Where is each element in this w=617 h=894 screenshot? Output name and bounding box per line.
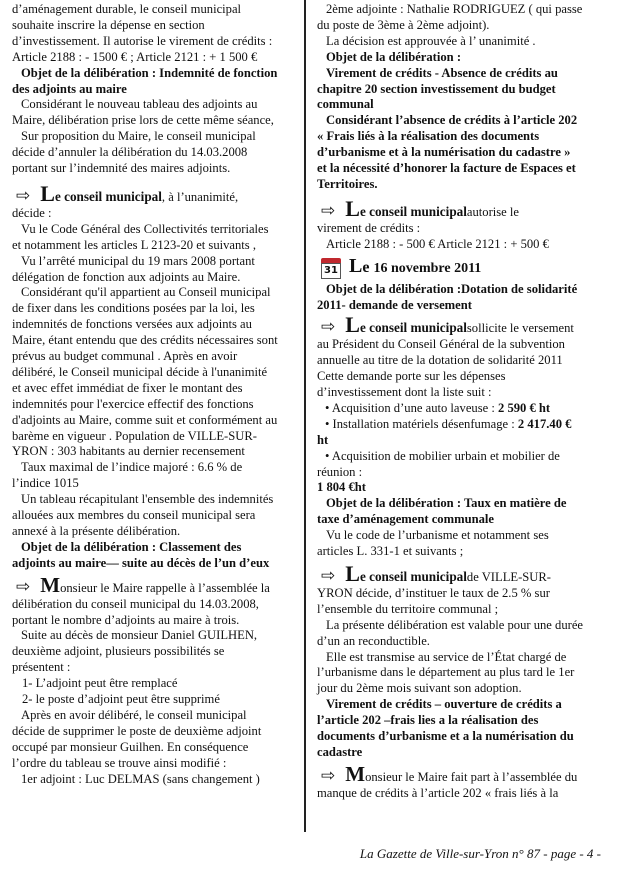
text-line: , à l’unanimité, bbox=[161, 189, 239, 204]
mayor-statement bbox=[317, 761, 602, 786]
list-item: • Acquisition de mobilier urbain et mobilier de bbox=[325, 448, 560, 463]
page-footer: La Gazette de Ville-sur-Yron n° 87 - page - 4 - bbox=[359, 846, 601, 861]
text-line: Vu le code de l’urbanisme et notamment ses bbox=[326, 528, 549, 543]
arrow-right-icon: ⇨ bbox=[321, 566, 336, 586]
section-heading: Objet de la délibération :Dotation de solidarité bbox=[326, 281, 578, 296]
text-line: onsieur le Maire fait part à l’assemblée du bbox=[365, 769, 578, 784]
text-line: d’investissement dont la liste suit : bbox=[317, 385, 492, 400]
arrow-right-icon: ⇨ bbox=[321, 200, 336, 221]
list-item: 1- L’adjoint peut être remplacé bbox=[22, 676, 178, 691]
text-line: Maire, délibération prise lors de cette même séance, bbox=[12, 113, 274, 128]
meeting-date: Le 16 novembre 2011 bbox=[349, 254, 482, 277]
text-line: YRON décide, d’instituer le taux de 2.5 % sur bbox=[317, 585, 550, 600]
text-line: Sur proposition du Maire, le conseil municipal bbox=[21, 129, 256, 144]
text-line: présentent : bbox=[12, 660, 71, 675]
list-item: • Acquisition d’une auto laveuse : 2 590 € ht bbox=[325, 400, 551, 415]
section-heading: Considérant l’absence de crédits à l’article 202 bbox=[326, 113, 578, 128]
text-line: l’ensemble du territoire communal ; bbox=[317, 601, 499, 616]
mayor-statement bbox=[12, 572, 292, 597]
council-statement bbox=[317, 312, 602, 338]
text-line: d’investissement. Il autorise le virement de crédits : bbox=[12, 33, 273, 48]
section-heading: des adjoints au maire bbox=[12, 81, 127, 96]
text-line: Considérant le nouveau tableau des adjoints au bbox=[21, 97, 258, 112]
text-line: du poste de 3ème à 2ème adjoint). bbox=[317, 17, 490, 32]
list-item-cont: ht bbox=[317, 432, 329, 447]
list-item-cont: réunion : bbox=[317, 464, 363, 479]
text-line: indemnités de fonctions versées aux adjoints au bbox=[12, 317, 252, 332]
left-column bbox=[12, 2, 292, 788]
council-label: e conseil municipal bbox=[54, 188, 162, 204]
calendar-icon: 31 bbox=[321, 258, 341, 278]
text-line: l’indice 1015 bbox=[12, 476, 79, 491]
council-statement bbox=[12, 180, 292, 206]
text-line: Vu l’arrêté municipal du 19 mars 2008 portant bbox=[21, 253, 255, 268]
text-line: Suite au décès de monsieur Daniel GUILHEN, bbox=[21, 628, 258, 643]
section-heading: Objet de la délibération : Indemnité de fonction bbox=[21, 65, 278, 80]
council-label: e conseil municipal bbox=[359, 320, 467, 336]
drop-letter: M bbox=[345, 761, 366, 786]
text-line: d'adjoints au Maire, comme suit et conformément au bbox=[12, 412, 278, 427]
text-line: d’un an reconductible. bbox=[317, 633, 430, 648]
section-heading: taxe d’aménagement communale bbox=[317, 512, 494, 527]
drop-letter: L bbox=[345, 561, 360, 586]
list-item: • Installation matériels désenfumage : 2 417.40 € bbox=[325, 416, 572, 431]
drop-letter: M bbox=[40, 572, 61, 597]
section-heading: communal bbox=[317, 97, 374, 112]
column-divider bbox=[304, 0, 306, 832]
council-statement bbox=[317, 195, 602, 221]
text-line: portant le nombre d’adjoints au maire à trois. bbox=[12, 612, 240, 627]
arrow-right-icon: ⇨ bbox=[321, 765, 336, 786]
text-line: délibération du conseil municipal du 14.03.2008, bbox=[12, 596, 259, 611]
text-line: Considérant qu'il appartient au Conseil municipal bbox=[21, 285, 271, 300]
text-line: Taux maximal de l’indice majoré : 6.6 % de bbox=[21, 460, 243, 475]
arrow-right-icon: ⇨ bbox=[16, 185, 31, 206]
text-line: de fixer dans les conditions posées par la loi, les bbox=[12, 301, 255, 316]
section-heading: adjoints au maire— suite au décès de l’un d’eux bbox=[12, 555, 270, 570]
section-heading: « Frais liés à la réalisation des documents bbox=[317, 129, 540, 144]
section-heading: cadastre bbox=[317, 744, 363, 759]
text-line: souhaite inscrire la dépense en section bbox=[12, 17, 205, 32]
text-line: allouées aux membres du conseil municipal sera bbox=[12, 508, 256, 523]
text-line: et avec effet immédiat de fixer le montant des bbox=[12, 380, 243, 395]
text-line: virement de crédits : bbox=[317, 220, 421, 235]
text-line: Un tableau récapitulant l'ensemble des indemnités bbox=[21, 492, 274, 507]
text-line: La décision est approuvée à l’ unanimité . bbox=[326, 33, 536, 48]
list-item-amount: 1 804 €ht bbox=[317, 480, 366, 495]
text-line: Cette demande porte sur les dépenses bbox=[317, 369, 506, 384]
text-line: d’aménagement durable, le conseil municipal bbox=[12, 2, 242, 16]
text-line: YRON : 303 habitants au dernier recensement bbox=[12, 444, 245, 459]
section-heading: Virement de crédits – ouverture de crédits a bbox=[326, 697, 562, 712]
list-item: 2- le poste d’adjoint peut être supprimé bbox=[22, 692, 220, 707]
text-line: Article 2188 : - 1500 € ; Article 2121 : + 1 500 € bbox=[12, 49, 258, 64]
text-line: annuelle au titre de la dotation de solidarité 2011 bbox=[317, 353, 563, 368]
text-line: indemnités pour l'exercice effectif des fonctions bbox=[12, 396, 254, 411]
text-line: sollicite le versement bbox=[466, 321, 574, 336]
text-line: articles L. 331-1 et suivants ; bbox=[317, 544, 464, 559]
text-line: annexé à la présente délibération. bbox=[12, 524, 181, 538]
drop-letter: L bbox=[345, 312, 360, 338]
text-line: délibéré, le Conseil municipal décide à l'unanimité bbox=[12, 364, 268, 379]
text-line: l’ordre du tableau se trouve ainsi modifié : bbox=[12, 755, 227, 770]
text-line: Elle est transmise au service de l’État chargé de bbox=[326, 649, 567, 664]
text-line: l’urbanisme dans le département au plus tard le 1er bbox=[317, 665, 575, 680]
council-label: e conseil municipal bbox=[359, 569, 467, 584]
section-heading: d’urbanisme et à la numérisation du cadastre » bbox=[317, 145, 571, 160]
text-line: occupé par monsieur Guilhen. En conséquence bbox=[12, 739, 249, 754]
text-line: prévus au budget communal . Après en avoir bbox=[12, 349, 238, 364]
text-line: décide : bbox=[12, 205, 52, 220]
text-line: jour du 2ème mois suivant son adoption. bbox=[317, 681, 522, 696]
text-line: onsieur le Maire rappelle à l’assemblée la bbox=[60, 580, 270, 595]
text-line: La présente délibération est valable pour une durée bbox=[326, 617, 584, 632]
section-heading: l’article 202 –frais lies a la réalisation des bbox=[317, 713, 539, 728]
arrow-right-icon: ⇨ bbox=[16, 576, 31, 597]
right-column bbox=[317, 2, 602, 802]
council-statement bbox=[317, 561, 602, 586]
text-line: barème en vigueur . Population de VILLE-SUR- bbox=[12, 428, 257, 443]
council-label: e conseil municipal bbox=[359, 203, 467, 219]
text-line: Article 2188 : - 500 € Article 2121 : + 500 € bbox=[326, 236, 549, 251]
section-heading: 2011- demande de versement bbox=[317, 297, 472, 312]
section-heading: chapitre 20 section investissement du budget bbox=[317, 81, 556, 96]
text-line: portant sur l’indemnité des maires adjoints. bbox=[12, 161, 231, 176]
section-heading: Virement de crédits - Absence de crédits au bbox=[326, 65, 558, 80]
text-line: Maire, étant entendu que des crédits nécessaires sont bbox=[12, 333, 278, 348]
section-heading: Objet de la délibération : Classement des bbox=[21, 539, 242, 554]
text-line: autorise le bbox=[466, 204, 520, 219]
section-heading: Objet de la délibération : bbox=[326, 49, 462, 64]
section-heading: documents d’urbanisme et a la numérisation du bbox=[317, 729, 574, 744]
section-heading: Objet de la délibération : Taux en matière de bbox=[326, 496, 567, 511]
text-line: délégation de fonction aux adjoints au Maire. bbox=[12, 269, 241, 284]
arrow-right-icon: ⇨ bbox=[321, 317, 336, 338]
text-line: manque de crédits à l’article 202 « frais liés à la bbox=[317, 785, 559, 800]
text-line: décide de supprimer le poste de deuxième adjoint bbox=[12, 723, 262, 738]
text-line: 2ème adjointe : Nathalie RODRIGUEZ ( qui passe bbox=[326, 2, 583, 16]
section-heading: Territoires. bbox=[317, 176, 378, 191]
section-heading: et la nécessité d’honorer la facture de Espaces et bbox=[317, 161, 576, 176]
text-line: Vu le Code Général des Collectivités territoriales bbox=[21, 221, 269, 236]
drop-letter: L bbox=[40, 180, 55, 206]
text-line: 1er adjoint : Luc DELMAS (sans changement ) bbox=[21, 771, 260, 786]
text-line: et notamment les articles L 2123-20 et suivants , bbox=[12, 237, 257, 252]
date-header bbox=[321, 254, 602, 278]
text-line: Après en avoir délibéré, le conseil municipal bbox=[21, 707, 247, 722]
text-line: au Président du Conseil Général de la subvention bbox=[317, 337, 565, 352]
text-line: décide d’annuler la délibération du 14.03.2008 bbox=[12, 145, 248, 160]
text-line: deuxième adjoint, plusieurs possibilités se bbox=[12, 644, 225, 659]
text-line: de VILLE-SUR- bbox=[466, 570, 551, 584]
drop-letter: L bbox=[345, 195, 360, 221]
